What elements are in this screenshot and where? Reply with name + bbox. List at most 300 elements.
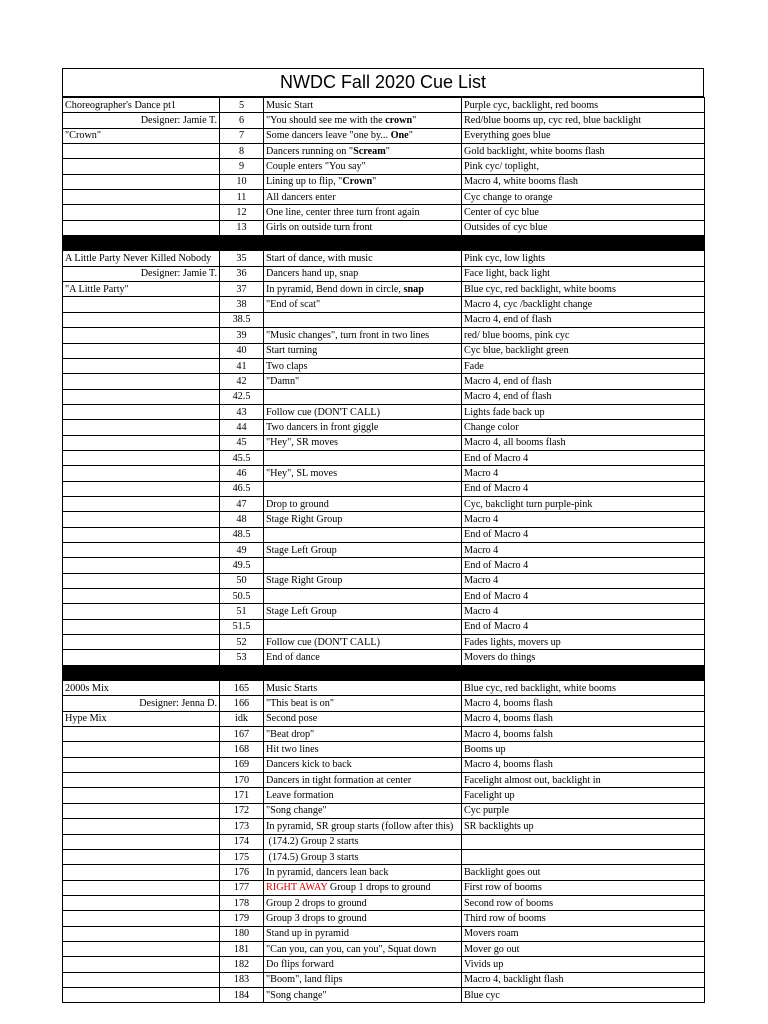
trigger-text: Music Starts <box>266 682 318 694</box>
table-row <box>63 941 705 956</box>
dance-name-cell <box>63 328 220 343</box>
table-row <box>63 558 705 573</box>
cue-number-cell: 37 <box>220 282 264 297</box>
trigger-text: Scream <box>353 145 386 157</box>
cue-trigger-cell <box>264 911 462 926</box>
cue-trigger-cell <box>264 343 462 358</box>
table-row <box>63 312 705 327</box>
designer-cell: Designer: Jamie T. <box>63 113 220 128</box>
cue-number-cell: 9 <box>220 159 264 174</box>
cue-number-cell: 38.5 <box>220 312 264 327</box>
lighting-cell: Facelight up <box>462 788 705 803</box>
lighting-cell: Macro 4 <box>462 604 705 619</box>
dance-name-cell <box>63 987 220 1002</box>
dance-name-cell <box>63 650 220 665</box>
dance-name-cell <box>63 926 220 941</box>
cue-number-cell: 173 <box>220 819 264 834</box>
cue-number-cell: 46.5 <box>220 481 264 496</box>
cue-number-cell: 172 <box>220 803 264 818</box>
cue-number-cell: 44 <box>220 420 264 435</box>
table-row <box>63 144 705 159</box>
trigger-text: Follow cue (DON'T CALL) <box>266 406 380 418</box>
section-separator <box>63 665 705 680</box>
cue-trigger-cell <box>264 788 462 803</box>
table-row <box>63 911 705 926</box>
cue-number-cell: 169 <box>220 757 264 772</box>
table-row <box>63 374 705 389</box>
trigger-text: (174.2) Group 2 starts <box>266 836 359 848</box>
cue-trigger-cell <box>264 420 462 435</box>
lighting-cell: Mover go out <box>462 941 705 956</box>
lighting-cell: Cyc purple <box>462 803 705 818</box>
lighting-cell: Macro 4, booms flash <box>462 711 705 726</box>
lighting-cell: Cyc, bakclight turn purple-pink <box>462 496 705 511</box>
trigger-text: Music Start <box>266 99 314 111</box>
cue-number-cell: 39 <box>220 328 264 343</box>
cue-number-cell: 48.5 <box>220 527 264 542</box>
trigger-text: " <box>385 145 390 157</box>
trigger-text: Second pose <box>266 713 318 725</box>
table-row <box>63 527 705 542</box>
trigger-text: Group 1 drops to ground <box>327 882 431 894</box>
cue-trigger-cell <box>264 205 462 220</box>
table-row <box>63 773 705 788</box>
table-row <box>63 727 705 742</box>
cue-number-cell: 166 <box>220 696 264 711</box>
dance-name-cell <box>63 466 220 481</box>
trigger-text: In pyramid, Bend down in circle, <box>266 283 404 295</box>
cue-trigger-cell <box>264 512 462 527</box>
trigger-text: Drop to ground <box>266 498 329 510</box>
table-row <box>63 496 705 511</box>
lighting-cell: Macro 4, backlight flash <box>462 972 705 987</box>
dance-name-cell: "Crown" <box>63 128 220 143</box>
dance-name-cell: "A Little Party" <box>63 282 220 297</box>
dance-name-cell <box>63 895 220 910</box>
lighting-cell: Macro 4 <box>462 512 705 527</box>
lighting-cell: Lights fade back up <box>462 404 705 419</box>
cue-number-cell: 36 <box>220 266 264 281</box>
table-row <box>63 251 705 266</box>
dance-name-cell <box>63 957 220 972</box>
dance-name-cell <box>63 727 220 742</box>
trigger-text: Start turning <box>266 345 318 357</box>
cue-number-cell: 11 <box>220 190 264 205</box>
cue-number-cell: 50 <box>220 573 264 588</box>
dance-name-cell <box>63 911 220 926</box>
cue-trigger-cell <box>264 358 462 373</box>
cue-trigger-cell <box>264 573 462 588</box>
cue-number-cell: 48 <box>220 512 264 527</box>
dance-name-cell <box>63 358 220 373</box>
dance-name-cell <box>63 773 220 788</box>
trigger-text: Hit two lines <box>266 744 319 756</box>
dance-name-cell <box>63 880 220 895</box>
cue-number-cell: 5 <box>220 98 264 113</box>
cue-trigger-cell <box>264 895 462 910</box>
sheet-title: NWDC Fall 2020 Cue List <box>62 68 704 97</box>
trigger-text: snap <box>403 283 424 295</box>
lighting-cell: Macro 4, end of flash <box>462 389 705 404</box>
dance-name-cell <box>63 159 220 174</box>
trigger-text: Lining up to flip, " <box>266 176 343 188</box>
dance-name-cell <box>63 420 220 435</box>
table-row <box>63 696 705 711</box>
trigger-text: "Hey", SR moves <box>266 437 338 449</box>
cue-number-cell: 171 <box>220 788 264 803</box>
dance-name-cell <box>63 834 220 849</box>
dance-name-cell: Hype Mix <box>63 711 220 726</box>
cue-number-cell: 53 <box>220 650 264 665</box>
lighting-cell: Vivids up <box>462 957 705 972</box>
dance-name-cell <box>63 972 220 987</box>
lighting-cell: Macro 4 <box>462 466 705 481</box>
trigger-text: "End of scat" <box>266 299 321 311</box>
cue-trigger-cell <box>264 128 462 143</box>
cue-trigger-cell <box>264 481 462 496</box>
cue-number-cell: 47 <box>220 496 264 511</box>
cue-number-cell: 178 <box>220 895 264 910</box>
table-row <box>63 757 705 772</box>
dance-name-cell <box>63 757 220 772</box>
dance-name-cell <box>63 450 220 465</box>
lighting-cell: Booms up <box>462 742 705 757</box>
cue-number-cell: idk <box>220 711 264 726</box>
dance-name-cell <box>63 220 220 235</box>
cue-number-cell: 12 <box>220 205 264 220</box>
cue-trigger-cell <box>264 711 462 726</box>
table-row <box>63 972 705 987</box>
cue-number-cell: 42 <box>220 374 264 389</box>
dance-name-cell <box>63 742 220 757</box>
trigger-text: " <box>412 115 417 127</box>
cue-trigger-cell <box>264 190 462 205</box>
cue-trigger-cell <box>264 819 462 834</box>
lighting-cell: Everything goes blue <box>462 128 705 143</box>
cue-number-cell: 175 <box>220 849 264 864</box>
table-row <box>63 635 705 650</box>
cue-number-cell: 45 <box>220 435 264 450</box>
dance-name-cell <box>63 589 220 604</box>
cue-trigger-cell <box>264 450 462 465</box>
table-row <box>63 205 705 220</box>
lighting-cell: Cyc blue, backlight green <box>462 343 705 358</box>
cue-trigger-cell <box>264 144 462 159</box>
trigger-text: "Damn" <box>266 375 300 387</box>
lighting-cell: End of Macro 4 <box>462 558 705 573</box>
trigger-text: (174.5) Group 3 starts <box>266 851 359 863</box>
dance-name-cell <box>63 389 220 404</box>
table-row <box>63 113 705 128</box>
trigger-text: Stage Left Group <box>266 606 337 618</box>
lighting-cell: Third row of booms <box>462 911 705 926</box>
lighting-cell: Cyc change to orange <box>462 190 705 205</box>
lighting-cell: Face light, back light <box>462 266 705 281</box>
lighting-cell: Fades lights, movers up <box>462 635 705 650</box>
table-row <box>63 619 705 634</box>
cue-list-sheet <box>62 68 704 1003</box>
separator-cell <box>63 236 705 251</box>
dance-name-cell <box>63 604 220 619</box>
section-separator <box>63 236 705 251</box>
lighting-cell: Center of cyc blue <box>462 205 705 220</box>
trigger-text: "Song change" <box>266 989 327 1001</box>
table-row <box>63 282 705 297</box>
dance-name-cell <box>63 619 220 634</box>
cue-trigger-cell <box>264 849 462 864</box>
trigger-text: One line, center three turn front again <box>266 207 420 219</box>
cue-trigger-cell <box>264 266 462 281</box>
trigger-text: Stage Right Group <box>266 513 343 525</box>
dance-name-cell <box>63 297 220 312</box>
cue-trigger-cell <box>264 865 462 880</box>
cue-trigger-cell <box>264 834 462 849</box>
lighting-cell: Movers roam <box>462 926 705 941</box>
cue-table-body <box>63 98 705 1003</box>
cue-number-cell: 168 <box>220 742 264 757</box>
trigger-text: Dancers running on " <box>266 145 354 157</box>
cue-number-cell: 179 <box>220 911 264 926</box>
table-row <box>63 987 705 1002</box>
lighting-cell: Macro 4, booms flash <box>462 757 705 772</box>
trigger-text: Girls on outside turn front <box>266 222 373 234</box>
trigger-text: Do flips forward <box>266 958 334 970</box>
table-row <box>63 343 705 358</box>
table-row <box>63 512 705 527</box>
cue-number-cell: 174 <box>220 834 264 849</box>
table-row <box>63 788 705 803</box>
table-row <box>63 404 705 419</box>
cue-trigger-cell <box>264 466 462 481</box>
cue-number-cell: 51.5 <box>220 619 264 634</box>
table-row <box>63 450 705 465</box>
cue-number-cell: 170 <box>220 773 264 788</box>
cue-trigger-cell <box>264 926 462 941</box>
trigger-text: End of dance <box>266 652 320 664</box>
lighting-cell: Gold backlight, white booms flash <box>462 144 705 159</box>
dance-name-cell <box>63 435 220 450</box>
urgent-note: RIGHT AWAY <box>266 882 328 894</box>
cue-number-cell: 165 <box>220 681 264 696</box>
dance-name-cell <box>63 174 220 189</box>
lighting-cell: Pink cyc, low lights <box>462 251 705 266</box>
dance-name-cell <box>63 803 220 818</box>
lighting-cell: Macro 4, end of flash <box>462 374 705 389</box>
trigger-text: Crown <box>342 176 373 188</box>
lighting-cell: Macro 4, cyc /backlight change <box>462 297 705 312</box>
table-row <box>63 650 705 665</box>
table-row <box>63 926 705 941</box>
table-row <box>63 849 705 864</box>
trigger-text: Two claps <box>266 360 308 372</box>
trigger-text: All dancers enter <box>266 191 336 203</box>
cue-number-cell: 182 <box>220 957 264 972</box>
cue-trigger-cell <box>264 941 462 956</box>
cue-trigger-cell <box>264 328 462 343</box>
dance-name-cell <box>63 374 220 389</box>
cue-trigger-cell <box>264 773 462 788</box>
cue-trigger-cell <box>264 987 462 1002</box>
lighting-cell: Backlight goes out <box>462 865 705 880</box>
cue-trigger-cell <box>264 113 462 128</box>
dance-name-cell <box>63 865 220 880</box>
table-row <box>63 220 705 235</box>
lighting-cell: Macro 4, all booms flash <box>462 435 705 450</box>
lighting-cell: End of Macro 4 <box>462 527 705 542</box>
dance-name-cell <box>63 496 220 511</box>
cue-trigger-cell <box>264 435 462 450</box>
lighting-cell: Pink cyc/ toplight, <box>462 159 705 174</box>
dance-name-cell <box>63 788 220 803</box>
table-row <box>63 589 705 604</box>
lighting-cell: Macro 4, booms flash <box>462 696 705 711</box>
dance-name-cell <box>63 527 220 542</box>
dance-name-cell <box>63 819 220 834</box>
trigger-text: Two dancers in front giggle <box>266 421 379 433</box>
cue-number-cell: 38 <box>220 297 264 312</box>
lighting-cell <box>462 849 705 864</box>
trigger-text: Leave formation <box>266 790 334 802</box>
cue-number-cell: 49 <box>220 542 264 557</box>
cue-trigger-cell <box>264 957 462 972</box>
cue-number-cell: 181 <box>220 941 264 956</box>
trigger-text: Dancers in tight formation at center <box>266 774 412 786</box>
cue-trigger-cell <box>264 696 462 711</box>
dance-name-cell <box>63 312 220 327</box>
cue-trigger-cell <box>264 251 462 266</box>
separator-cell <box>63 665 705 680</box>
lighting-cell: End of Macro 4 <box>462 450 705 465</box>
cue-trigger-cell <box>264 282 462 297</box>
cue-number-cell: 180 <box>220 926 264 941</box>
dance-name-cell <box>63 635 220 650</box>
trigger-text: In pyramid, SR group starts (follow after this) <box>266 820 454 832</box>
table-row <box>63 604 705 619</box>
dance-name-cell <box>63 481 220 496</box>
trigger-text: Start of dance, with music <box>266 253 373 265</box>
cue-number-cell: 51 <box>220 604 264 619</box>
cue-number-cell: 49.5 <box>220 558 264 573</box>
lighting-cell: Macro 4, white booms flash <box>462 174 705 189</box>
lighting-cell: Blue cyc, red backlight, white booms <box>462 681 705 696</box>
trigger-text: Follow cue (DON'T CALL) <box>266 636 380 648</box>
trigger-text: "This beat is on" <box>266 698 335 710</box>
trigger-text: Stand up in pyramid <box>266 928 349 940</box>
lighting-cell: red/ blue booms, pink cyc <box>462 328 705 343</box>
lighting-cell: Outsides of cyc blue <box>462 220 705 235</box>
table-row <box>63 542 705 557</box>
lighting-cell: Macro 4 <box>462 542 705 557</box>
cue-trigger-cell <box>264 619 462 634</box>
dance-name-cell: A Little Party Never Killed Nobody <box>63 251 220 266</box>
lighting-cell: Macro 4 <box>462 573 705 588</box>
dance-name-cell: Choreographer's Dance pt1 <box>63 98 220 113</box>
table-row <box>63 466 705 481</box>
lighting-cell: Second row of booms <box>462 895 705 910</box>
cue-trigger-cell <box>264 681 462 696</box>
dance-name-cell <box>63 941 220 956</box>
trigger-text: One <box>390 130 409 142</box>
cue-trigger-cell <box>264 220 462 235</box>
trigger-text: Stage Right Group <box>266 575 343 587</box>
cue-number-cell: 35 <box>220 251 264 266</box>
lighting-cell: End of Macro 4 <box>462 589 705 604</box>
lighting-cell: Fade <box>462 358 705 373</box>
cue-number-cell: 42.5 <box>220 389 264 404</box>
dance-name-cell <box>63 573 220 588</box>
cue-trigger-cell <box>264 635 462 650</box>
cue-number-cell: 176 <box>220 865 264 880</box>
trigger-text: In pyramid, dancers lean back <box>266 866 389 878</box>
table-row <box>63 266 705 281</box>
cue-number-cell: 177 <box>220 880 264 895</box>
cue-trigger-cell <box>264 297 462 312</box>
table-row <box>63 895 705 910</box>
dance-name-cell <box>63 404 220 419</box>
lighting-cell: Blue cyc, red backlight, white booms <box>462 282 705 297</box>
trigger-text: "Beat drop" <box>266 728 315 740</box>
table-row <box>63 174 705 189</box>
lighting-cell: End of Macro 4 <box>462 619 705 634</box>
cue-number-cell: 40 <box>220 343 264 358</box>
trigger-text: Couple enters "You say" <box>266 161 366 173</box>
cue-trigger-cell <box>264 496 462 511</box>
cue-table <box>62 97 705 1003</box>
designer-cell: Designer: Jenna D. <box>63 696 220 711</box>
table-row <box>63 865 705 880</box>
trigger-text: Dancers kick to back <box>266 759 352 771</box>
lighting-cell: Macro 4, end of flash <box>462 312 705 327</box>
cue-trigger-cell <box>264 542 462 557</box>
cue-number-cell: 10 <box>220 174 264 189</box>
cue-trigger-cell <box>264 98 462 113</box>
table-row <box>63 742 705 757</box>
dance-name-cell <box>63 190 220 205</box>
table-row <box>63 420 705 435</box>
table-row <box>63 389 705 404</box>
lighting-cell: Macro 4, booms falsh <box>462 727 705 742</box>
trigger-text: "Hey", SL moves <box>266 467 338 479</box>
cue-number-cell: 43 <box>220 404 264 419</box>
cue-number-cell: 184 <box>220 987 264 1002</box>
trigger-text: Stage Left Group <box>266 544 337 556</box>
table-row <box>63 819 705 834</box>
trigger-text: "Boom", land flips <box>266 974 343 986</box>
lighting-cell: Purple cyc, backlight, red booms <box>462 98 705 113</box>
lighting-cell <box>462 834 705 849</box>
table-row <box>63 573 705 588</box>
trigger-text: Group 3 drops to ground <box>266 912 367 924</box>
table-row <box>63 98 705 113</box>
trigger-text: crown <box>385 115 413 127</box>
trigger-text: "You should see me with the <box>266 115 386 127</box>
dance-name-cell <box>63 144 220 159</box>
dance-name-cell <box>63 542 220 557</box>
table-row <box>63 328 705 343</box>
cue-number-cell: 52 <box>220 635 264 650</box>
lighting-cell: Change color <box>462 420 705 435</box>
trigger-text: "Can you, can you, can you", Squat down <box>266 943 437 955</box>
lighting-cell: First row of booms <box>462 880 705 895</box>
trigger-text: " <box>408 130 413 142</box>
table-row <box>63 880 705 895</box>
cue-number-cell: 183 <box>220 972 264 987</box>
lighting-cell: Red/blue booms up, cyc red, blue backlight <box>462 113 705 128</box>
dance-name-cell <box>63 343 220 358</box>
cue-number-cell: 13 <box>220 220 264 235</box>
dance-name-cell: 2000s Mix <box>63 681 220 696</box>
lighting-cell: End of Macro 4 <box>462 481 705 496</box>
